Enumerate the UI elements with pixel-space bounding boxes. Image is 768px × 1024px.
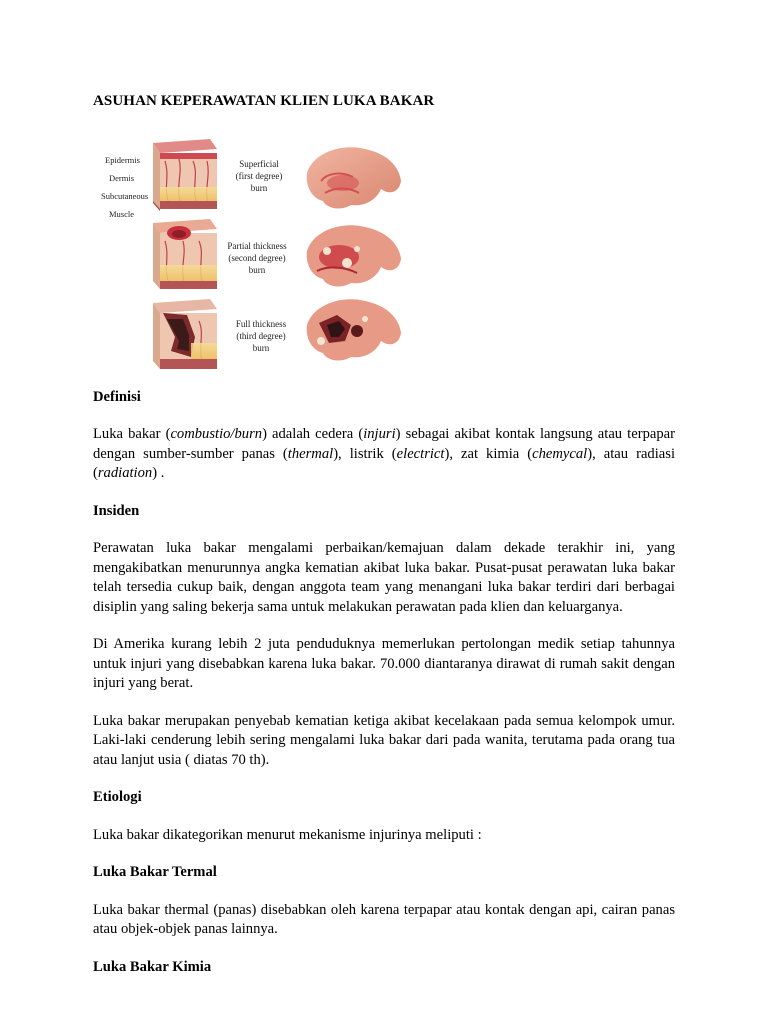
layer-label-epidermis: Epidermis <box>105 154 140 165</box>
layer-labels <box>101 155 148 219</box>
definisi-text-1: Luka bakar ( <box>93 426 171 442</box>
degree-2-line-3: burn <box>248 264 266 275</box>
definisi-text-3: ) sebagai akibat kontak langsung atau terpapar dengan sumber-sumber panas ( <box>93 426 675 462</box>
heading-etiologi: Etiologi <box>93 789 142 805</box>
degree-1-line-1: Superficial <box>239 158 279 169</box>
layer-label-muscle: Muscle <box>109 208 135 219</box>
heading-luka-bakar-termal: Luka Bakar Termal <box>93 864 217 880</box>
degree-2-line-1: Partial thickness <box>227 240 287 251</box>
heading-definisi: Definisi <box>93 388 141 405</box>
hand-second-degree <box>307 225 401 286</box>
document-body <box>93 92 675 977</box>
degree-labels <box>227 159 287 353</box>
degree-3-line-3: burn <box>252 342 270 353</box>
paragraph-luka-bakar-termal: Luka bakar thermal (panas) disebabkan oleh karena terpapar atau kontak dengan api, cairan panas atau objek-objek panas lainnya. <box>93 901 675 937</box>
degree-3-line-1: Full thickness <box>235 318 287 329</box>
paragraph-insiden-3: Luka bakar merupakan penyebab kematian ketiga akibat kecelakaan pada semua kelompok umur. Laki-laki cenderung lebih sering mengalami luka bakar dari pada wanita, terutama pada orang tua atau lanjut usia ( diatas 70 th). <box>93 712 675 768</box>
definisi-term-chemycal: chemycal <box>532 445 588 462</box>
skin-block-first-degree <box>153 139 217 211</box>
definisi-text-5: ), zat kimia ( <box>444 445 533 462</box>
definisi-term-thermal: thermal <box>287 445 334 462</box>
burn-degrees-illustration <box>95 137 413 369</box>
definisi-text-2: ) adalah cedera ( <box>262 426 364 442</box>
degree-3-line-2: (third degree) <box>236 330 286 341</box>
heading-luka-bakar-kimia: Luka Bakar Kimia <box>93 958 212 975</box>
paragraph-etiologi: Luka bakar dikategorikan menurut mekanisme injurinya meliputi : <box>93 826 482 843</box>
definisi-term-radiation: radiation <box>97 465 153 481</box>
layer-label-subcutaneous: Subcutaneous <box>101 190 149 201</box>
burn-degrees-svg <box>95 137 413 369</box>
definisi-text-6: ), atau radiasi ( <box>93 445 675 481</box>
degree-1-line-3: burn <box>250 182 268 193</box>
definisi-text-4: ), listrik ( <box>333 445 397 462</box>
layer-label-dermis: Dermis <box>109 172 135 183</box>
definisi-term-electrict: electrict <box>396 445 445 462</box>
paragraph-insiden-1: Perawatan luka bakar mengalami perbaikan/kemajuan dalam dekade terakhir ini, yang mengakibatkan menurunnya angka kematian akibat luka bakar. Pusat-pusat perawatan luka bakar telah tersedia cukup baik, dengan anggota team yang menangani luka bakar terdiri dari berbagai disiplin yang saling bekerja sama untuk melakukan perawatan pada klien dan keluarganya. <box>93 540 675 615</box>
degree-2-line-2: (second degree) <box>228 252 286 263</box>
definisi-term-combustio: combustio/burn <box>170 426 263 442</box>
document-title: ASUHAN KEPERAWATAN KLIEN LUKA BAKAR <box>93 93 435 109</box>
hand-first-degree <box>307 147 401 208</box>
paragraph-insiden-2: Di Amerika kurang lebih 2 juta penduduknya memerlukan pertolongan medik setiap tahunnya untuk injuri yang disebabkan karena luka bakar. 70.000 diantaranya dirawat di rumah sakit dengan injuri yang berat. <box>93 636 675 691</box>
skin-block-third-degree <box>153 299 217 369</box>
degree-1-line-2: (first degree) <box>235 170 283 181</box>
heading-insiden: Insiden <box>93 502 140 519</box>
hand-third-degree <box>307 299 401 360</box>
paragraph-definisi <box>93 425 675 484</box>
definisi-term-injuri: injuri <box>363 426 396 442</box>
skin-block-second-degree <box>153 219 217 289</box>
definisi-text-7: ) . <box>152 465 165 481</box>
